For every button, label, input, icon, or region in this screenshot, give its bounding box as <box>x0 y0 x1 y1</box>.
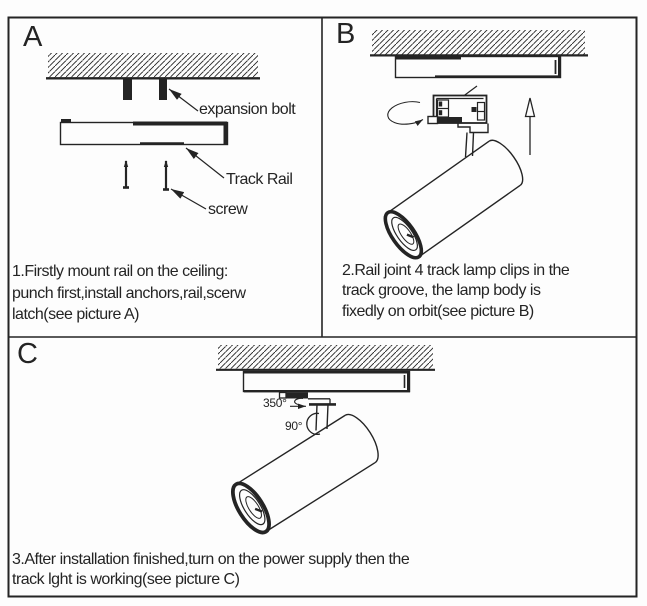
step-1-line-3: latch(see picture A) <box>12 306 139 323</box>
step-2-text <box>342 261 569 322</box>
panel-b-letter: B <box>336 18 356 50</box>
step-2-line-1: 2.Rail joint 4 track lamp clips in the <box>342 262 570 279</box>
lamp-body-c <box>226 409 385 538</box>
expansion-bolt-right <box>159 78 167 100</box>
label-track-rail: Track Rail <box>226 171 293 188</box>
insert-direction-arrow <box>526 98 535 155</box>
step-2-line-3: fixedly on orbit(see picture B) <box>342 302 534 320</box>
callout-arrow-expansion-bolt <box>169 89 198 111</box>
ceiling-hatch-b <box>372 30 585 55</box>
label-expansion-bolt: expansion bolt <box>199 101 296 118</box>
step-3-line-2: track lght is working(see picture C) <box>12 571 240 588</box>
track-rail-a <box>61 119 228 145</box>
label-screw: screw <box>208 201 248 218</box>
panel-a-letter: A <box>23 21 43 53</box>
screw-right <box>163 160 169 190</box>
step-3-text <box>12 550 409 590</box>
step-2-line-2: track groove, the lamp body is <box>342 282 541 300</box>
step-1-text <box>12 261 246 326</box>
label-tilt-angle: 90° <box>285 419 303 433</box>
panel-c-diagram <box>216 345 435 538</box>
panel-c-letter: C <box>17 338 38 370</box>
track-rail-b <box>396 56 561 78</box>
label-rotation-angle: 350° <box>263 396 287 410</box>
step-1-line-1: 1.Firstly mount rail on the ceiling: <box>12 263 228 280</box>
rotation-350-arrow <box>290 398 306 406</box>
lamp-body-b <box>379 135 529 263</box>
step-1-line-2: punch first,install anchors,rail,scerw <box>12 284 246 302</box>
step-3-line-1: 3.After installation finished,turn on the power supply then the <box>12 551 410 568</box>
track-adapter-b <box>428 86 488 157</box>
callout-arrow-screw <box>171 189 206 209</box>
track-rail-c <box>244 371 411 392</box>
rotation-arrow-b <box>388 102 423 125</box>
ceiling-hatch-c <box>218 345 433 369</box>
panel-b-diagram <box>370 30 588 263</box>
expansion-bolt-left <box>123 78 132 100</box>
ceiling-hatch-a <box>48 53 258 78</box>
callout-arrow-track-rail <box>186 148 224 178</box>
tilt-90-arc <box>307 413 320 434</box>
screw-left <box>123 160 129 188</box>
